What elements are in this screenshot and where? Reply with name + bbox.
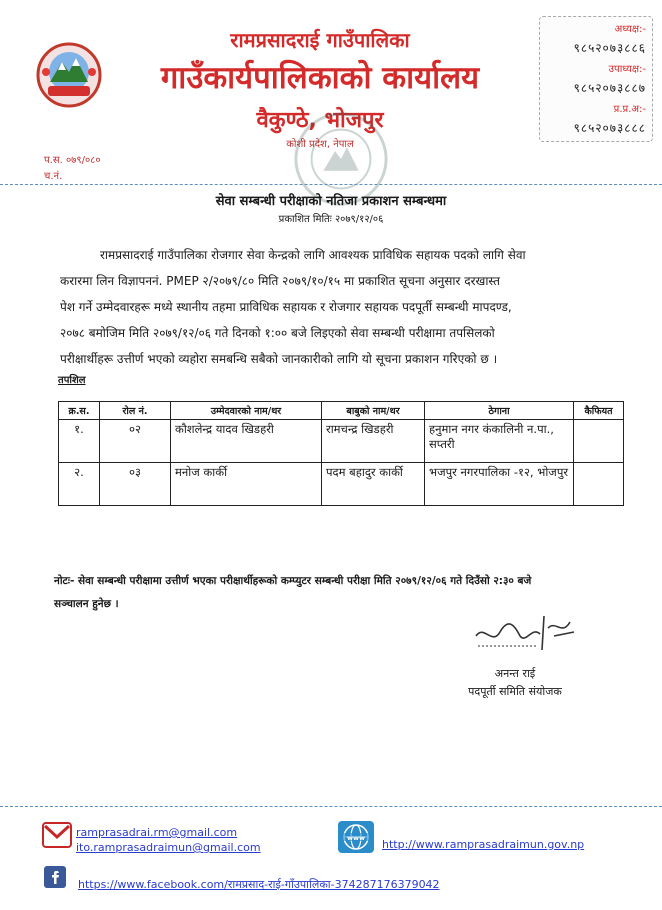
candidate-name-cell: कौशलेन्द्र यादव खिडहरी	[171, 420, 322, 463]
column-header: क्र.स.	[59, 402, 100, 420]
address-cell: हनुमान नगर कंकालिनी न.पा., सप्तरी	[425, 420, 574, 463]
contact-number: ९८५२०७३८८८	[573, 121, 646, 135]
details-label: तपशिल	[58, 375, 86, 386]
roll-cell: ०२	[100, 420, 171, 463]
serial-cell: २.	[59, 463, 100, 506]
province-name: कोशी प्रदेश, नेपाल	[286, 139, 354, 150]
father-name-cell: रामचन्द्र खिडहरी	[322, 420, 425, 463]
signatory-name: अनन्त राई	[494, 667, 536, 680]
column-header: ठेगाना	[425, 402, 574, 420]
website-link[interactable]: http://www.ramprasadraimun.gov.np	[382, 838, 585, 851]
remarks-cell	[574, 463, 624, 506]
table-header-row	[59, 402, 624, 420]
email-icon	[42, 822, 72, 848]
body-line: परीक्षार्थीहरू उत्तीर्ण भएको व्यहोरा समबन्धि सबैको जानकारीको लागि यो सूचना प्रकाशन गरिएको छ ।	[60, 352, 498, 366]
candidate-name-cell: मनोज कार्की	[171, 463, 322, 506]
dispatch-number: च.नं.	[44, 171, 63, 182]
notice-subject: सेवा सम्बन्धी परीक्षाको नतिजा प्रकाशन सम्बन्धमा	[215, 194, 447, 209]
contact-box	[539, 16, 653, 142]
body-line: रामप्रसादराई गाउँपालिका रोजगार सेवा केन्द्रको लागि आवश्यक प्राविधिक सहायक पदको लागि सेवा	[100, 248, 526, 262]
header-divider	[0, 184, 662, 185]
results-table	[58, 401, 624, 506]
globe-icon	[337, 820, 375, 854]
email-link-primary[interactable]: ramprasadrai.rm@gmail.com	[76, 826, 238, 839]
address-cell: भजपुर नगरपालिका -१२, भोजपुर	[425, 463, 574, 506]
remarks-cell	[574, 420, 624, 463]
father-name-cell: पदम बहादुर कार्की	[322, 463, 425, 506]
facebook-link[interactable]: https://www.facebook.com/रामप्रसाद-राई-गाँउपालिका-374287176379042	[78, 878, 440, 891]
column-header: उम्मेदवारको नाम/थर	[171, 402, 322, 420]
reference-number: प.स. ०७९/०८०	[44, 155, 101, 166]
table-row	[59, 420, 624, 463]
column-header: बाबुको नाम/थर	[322, 402, 425, 420]
facebook-icon	[44, 866, 66, 888]
body-line: २०७८ बमोजिम मिति २०७९/१२/०६ गते दिनको १:०० बजे लिइएको सेवा सम्बन्धी परीक्षामा तपसिलको	[60, 326, 495, 340]
column-header: कैफियत	[574, 402, 624, 420]
table-row	[59, 463, 624, 506]
contact-number: ९८५२०७३८८७	[573, 81, 646, 95]
body-line: करारमा लिन विज्ञापननं. PMEP २/२०७९/८० मिति २०७९/१०/१५ मा प्रकाशित सूचना अनुसार दरखास्त	[60, 274, 500, 288]
note-line: सञ्चालन हुनेछ ।	[54, 598, 119, 610]
signature-icon	[470, 606, 580, 654]
column-header: रोल नं.	[100, 402, 171, 420]
office-location: वैकुण्ठे, भोजपुर	[256, 108, 384, 133]
serial-cell: १.	[59, 420, 100, 463]
contact-label: प्र.प्र.अ:-	[613, 104, 646, 115]
municipality-name: रामप्रसादराई गाउँपालिका	[230, 28, 410, 52]
footer-divider	[0, 806, 662, 807]
contact-label: उपाध्यक्ष:-	[608, 64, 646, 75]
published-date: प्रकाशित मितिः २०७९/१२/०६	[278, 214, 384, 225]
svg-text:www: www	[346, 834, 366, 842]
roll-cell: ०३	[100, 463, 171, 506]
municipality-logo-icon	[36, 42, 102, 108]
contact-label: अध्यक्ष:-	[614, 24, 646, 35]
note-line: नोटः- सेवा सम्बन्धी परीक्षामा उत्तीर्ण भएका परीक्षार्थीहरूको कम्प्युटर सम्बन्धी परीक्षा मिति २०७९/१२/०६ गते दिउँसो २:३० बजे	[54, 575, 532, 587]
signatory-title: पदपूर्ती समिति संयोजक	[468, 685, 562, 698]
email-link-secondary[interactable]: ito.ramprasadraimun@gmail.com	[76, 841, 261, 854]
office-name: गाउँकार्यपालिकाको कार्यालय	[160, 60, 480, 96]
contact-number: ९८५२०७३८८६	[573, 41, 646, 55]
body-line: पेश गर्ने उम्मेदवारहरू मध्ये स्थानीय तहमा प्राविधिक सहायक र रोजगार सहायक पदपूर्ती सम्बन्धी मापदण्ड,	[60, 300, 512, 314]
